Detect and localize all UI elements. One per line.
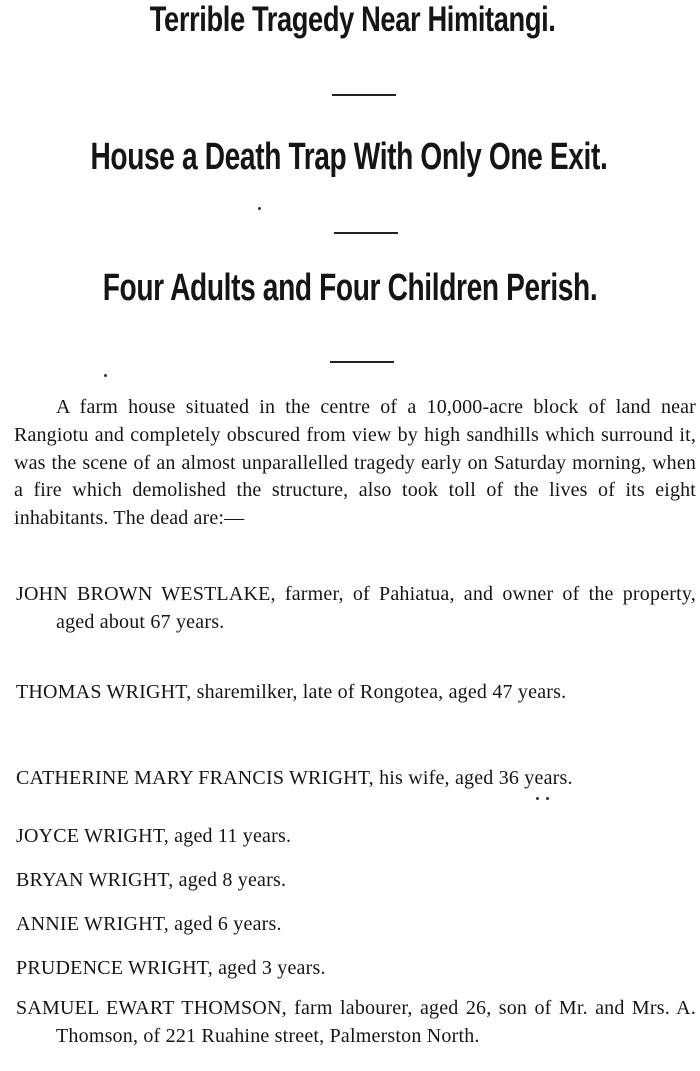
victim-entry: THOMAS WRIGHT, sharemilker, late of Rongotea, aged 47 years.: [16, 681, 567, 703]
victim-entry: SAMUEL EWART THOMSON, farm labourer, aged 26, son of Mr. and Mrs. A. Thomson, of 221 Ruahine street, Palmerston North.: [16, 997, 696, 1047]
victim-entry: JOYCE WRIGHT, aged 11 years.: [16, 825, 292, 847]
divider-rule: [332, 94, 396, 96]
divider-rule: [330, 361, 394, 363]
print-speck: [546, 797, 549, 800]
victim-entry: CATHERINE MARY FRANCIS WRIGHT, his wife, aged 36 years.: [16, 767, 573, 789]
subheadline-death-trap: House a Death Trap With Only One Exit.: [90, 136, 608, 178]
victim-entry: ANNIE WRIGHT, aged 6 years.: [16, 913, 282, 935]
victim-entry: JOHN BROWN WESTLAKE, farmer, of Pahiatua, and owner of the property, aged about 67 years.: [16, 583, 696, 633]
divider-rule: [334, 232, 398, 234]
print-speck: [258, 207, 261, 210]
print-speck: [536, 797, 539, 800]
victim-entry: PRUDENCE WRIGHT, aged 3 years.: [16, 957, 326, 979]
print-speck: [104, 374, 107, 377]
subheadline-perish: Four Adults and Four Children Perish.: [102, 267, 598, 309]
victim-entry: BRYAN WRIGHT, aged 8 years.: [16, 869, 287, 891]
intro-paragraph: A farm house situated in the centre of a 10,000-acre block of land near Rangiotu and completely obscured from view by high sandhills which surround it, was the scene of an almost unparallelled tragedy early on Saturday morning, when a fire which demolished the structure, also took toll of the lives of its eight inhabitants. The dead are:—: [14, 396, 696, 530]
main-headline: Terrible Tragedy Near Himitangi.: [149, 0, 556, 39]
